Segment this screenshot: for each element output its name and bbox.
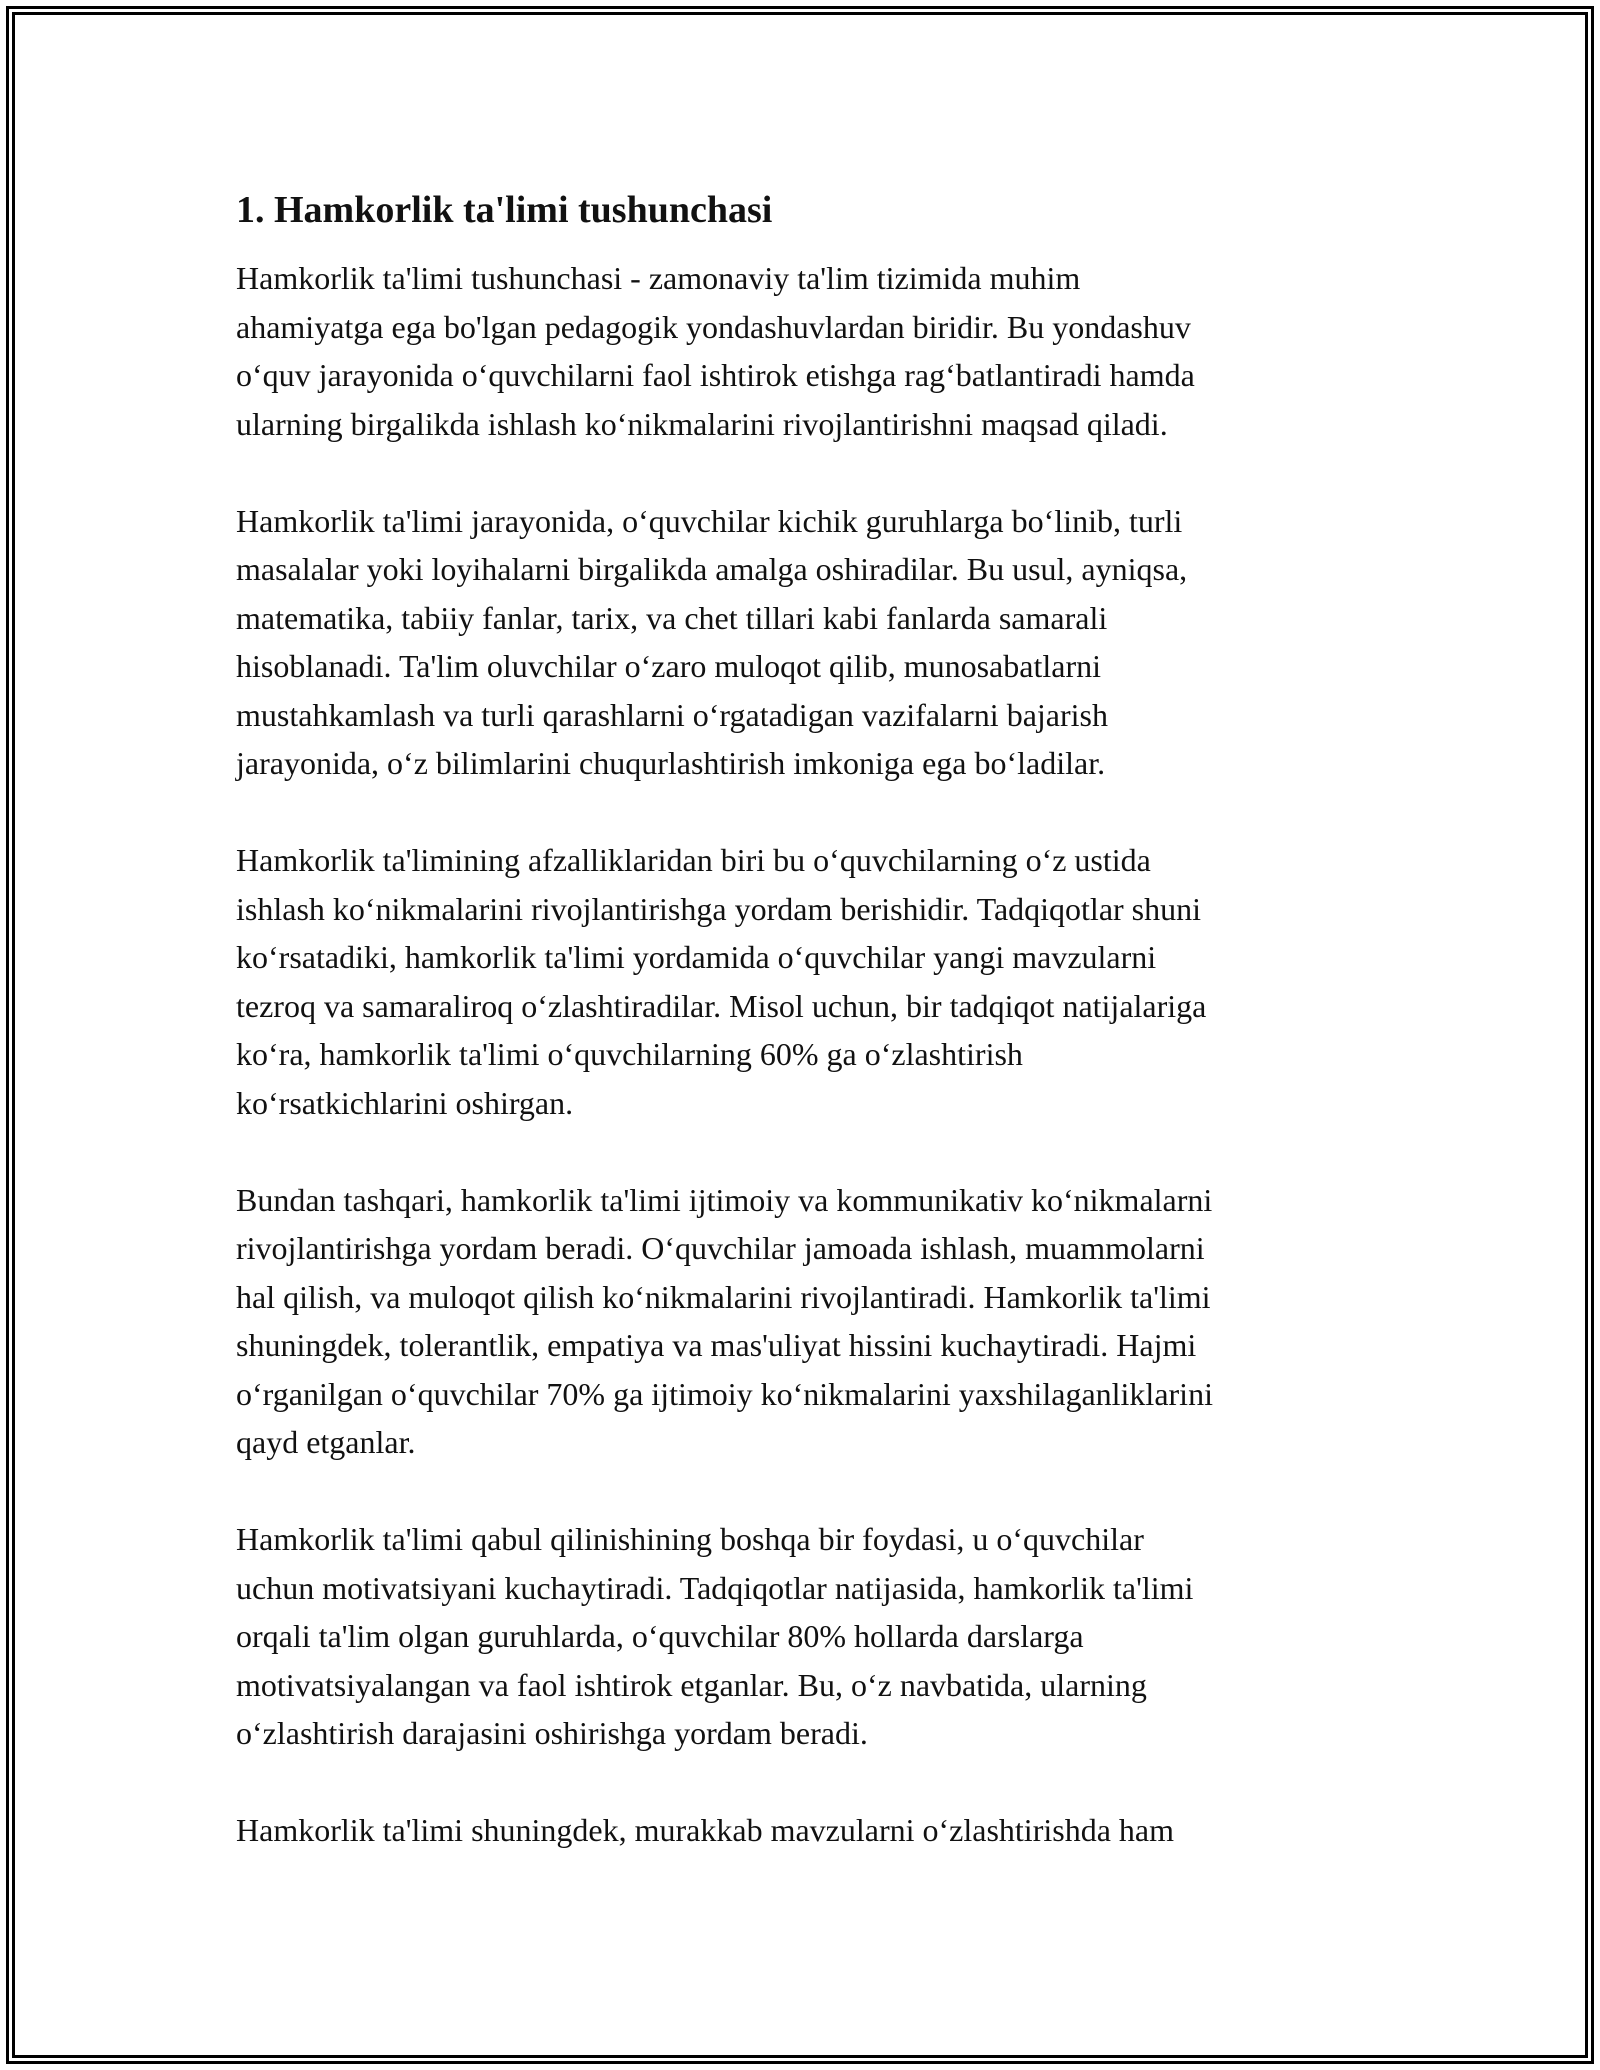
text-line: ularning birgalikda ishlash ko‘nikmalarini rivojlantirishni maqsad qiladi. bbox=[236, 405, 1168, 442]
text-line: hisoblanadi. Ta'lim oluvchilar o‘zaro muloqot qilib, munosabatlarni bbox=[236, 648, 1101, 684]
text-line: orqali ta'lim olgan guruhlarda, o‘quvchilar 80% hollarda darslarga bbox=[236, 1618, 1084, 1654]
text-line: ko‘rsatkichlarini oshirgan. bbox=[236, 1084, 574, 1121]
text-line: shuningdek, tolerantlik, empatiya va mas'uliyat hissini kuchaytiradi. Hajmi bbox=[236, 1327, 1197, 1363]
paragraph-social-skills bbox=[236, 1176, 1366, 1467]
text-line: o‘zlashtirish darajasini oshirishga yordam beradi. bbox=[236, 1715, 868, 1751]
text-line: Bundan tashqari, hamkorlik ta'limi ijtimoiy va kommunikativ ko‘nikmalarni bbox=[236, 1181, 1213, 1218]
text-line: qayd etganlar. bbox=[236, 1424, 416, 1460]
paragraph-motivation bbox=[236, 1515, 1366, 1758]
paragraph-complex-topics bbox=[236, 1806, 1366, 1855]
text-line: o‘quv jarayonida o‘quvchilarni faol ishtirok etishga rag‘batlantiradi hamda bbox=[236, 357, 1195, 393]
text-line: mustahkamlash va turli qarashlarni o‘rgatadigan vazifalarni bajarish bbox=[236, 696, 1108, 733]
text-line: o‘rganilgan o‘quvchilar 70% ga ijtimoiy ko‘nikmalarini yaxshilaganliklarini bbox=[236, 1375, 1213, 1412]
text-line: motivatsiyalangan va faol ishtirok etganlar. Bu, o‘z navbatida, ularning bbox=[236, 1666, 1147, 1703]
text-line: uchun motivatsiyani kuchaytiradi. Tadqiqotlar natijasida, hamkorlik ta'limi bbox=[236, 1569, 1194, 1606]
text-line: Hamkorlik ta'limi shuningdek, murakkab mavzularni o‘zlashtirishda ham bbox=[236, 1812, 1174, 1848]
text-line: rivojlantirishga yordam beradi. O‘quvchilar jamoada ishlash, muammolarni bbox=[236, 1230, 1205, 1266]
text-line: ko‘rsatadiki, hamkorlik ta'limi yordamida o‘quvchilar yangi mavzularni bbox=[236, 939, 1157, 975]
document-body bbox=[236, 186, 1366, 1903]
text-line: Hamkorlik ta'limi tushunchasi - zamonaviy ta'lim tizimida muhim bbox=[236, 260, 1081, 296]
text-line: jarayonida, o‘z bilimlarini chuqurlashtirish imkoniga ega bo‘ladilar. bbox=[236, 745, 1106, 781]
text-line: ko‘ra, hamkorlik ta'limi o‘quvchilarning 60% ga o‘zlashtirish bbox=[236, 1036, 1023, 1072]
paragraph-intro bbox=[236, 254, 1366, 448]
text-line: matematika, tabiiy fanlar, tarix, va chet tillari kabi fanlarda samarali bbox=[236, 599, 1108, 636]
text-line: hal qilish, va muloqot qilish ko‘nikmalarini rivojlantiradi. Hamkorlik ta'limi bbox=[236, 1278, 1211, 1315]
paragraph-advantages bbox=[236, 836, 1366, 1127]
paragraph-process bbox=[236, 497, 1366, 788]
text-line: Hamkorlik ta'limining afzalliklaridan biri bu o‘quvchilarning o‘z ustida bbox=[236, 842, 1151, 878]
text-line: ishlash ko‘nikmalarini rivojlantirishga yordam berishidir. Tadqiqotlar shuni bbox=[236, 890, 1202, 927]
section-heading: 1. Hamkorlik ta'limi tushunchasi bbox=[236, 189, 773, 231]
text-line: ahamiyatga ega bo'lgan pedagogik yondashuvlardan biridir. Bu yondashuv bbox=[236, 308, 1191, 345]
text-line: tezroq va samaraliroq o‘zlashtiradilar. Misol uchun, bir tadqiqot natijalariga bbox=[236, 987, 1207, 1024]
text-line: Hamkorlik ta'limi jarayonida, o‘quvchilar kichik guruhlarga bo‘linib, turli bbox=[236, 502, 1183, 539]
text-line: masalalar yoki loyihalarni birgalikda amalga oshiradilar. Bu usul, ayniqsa, bbox=[236, 551, 1188, 587]
text-line: Hamkorlik ta'limi qabul qilinishining boshqa bir foydasi, u o‘quvchilar bbox=[236, 1521, 1144, 1557]
